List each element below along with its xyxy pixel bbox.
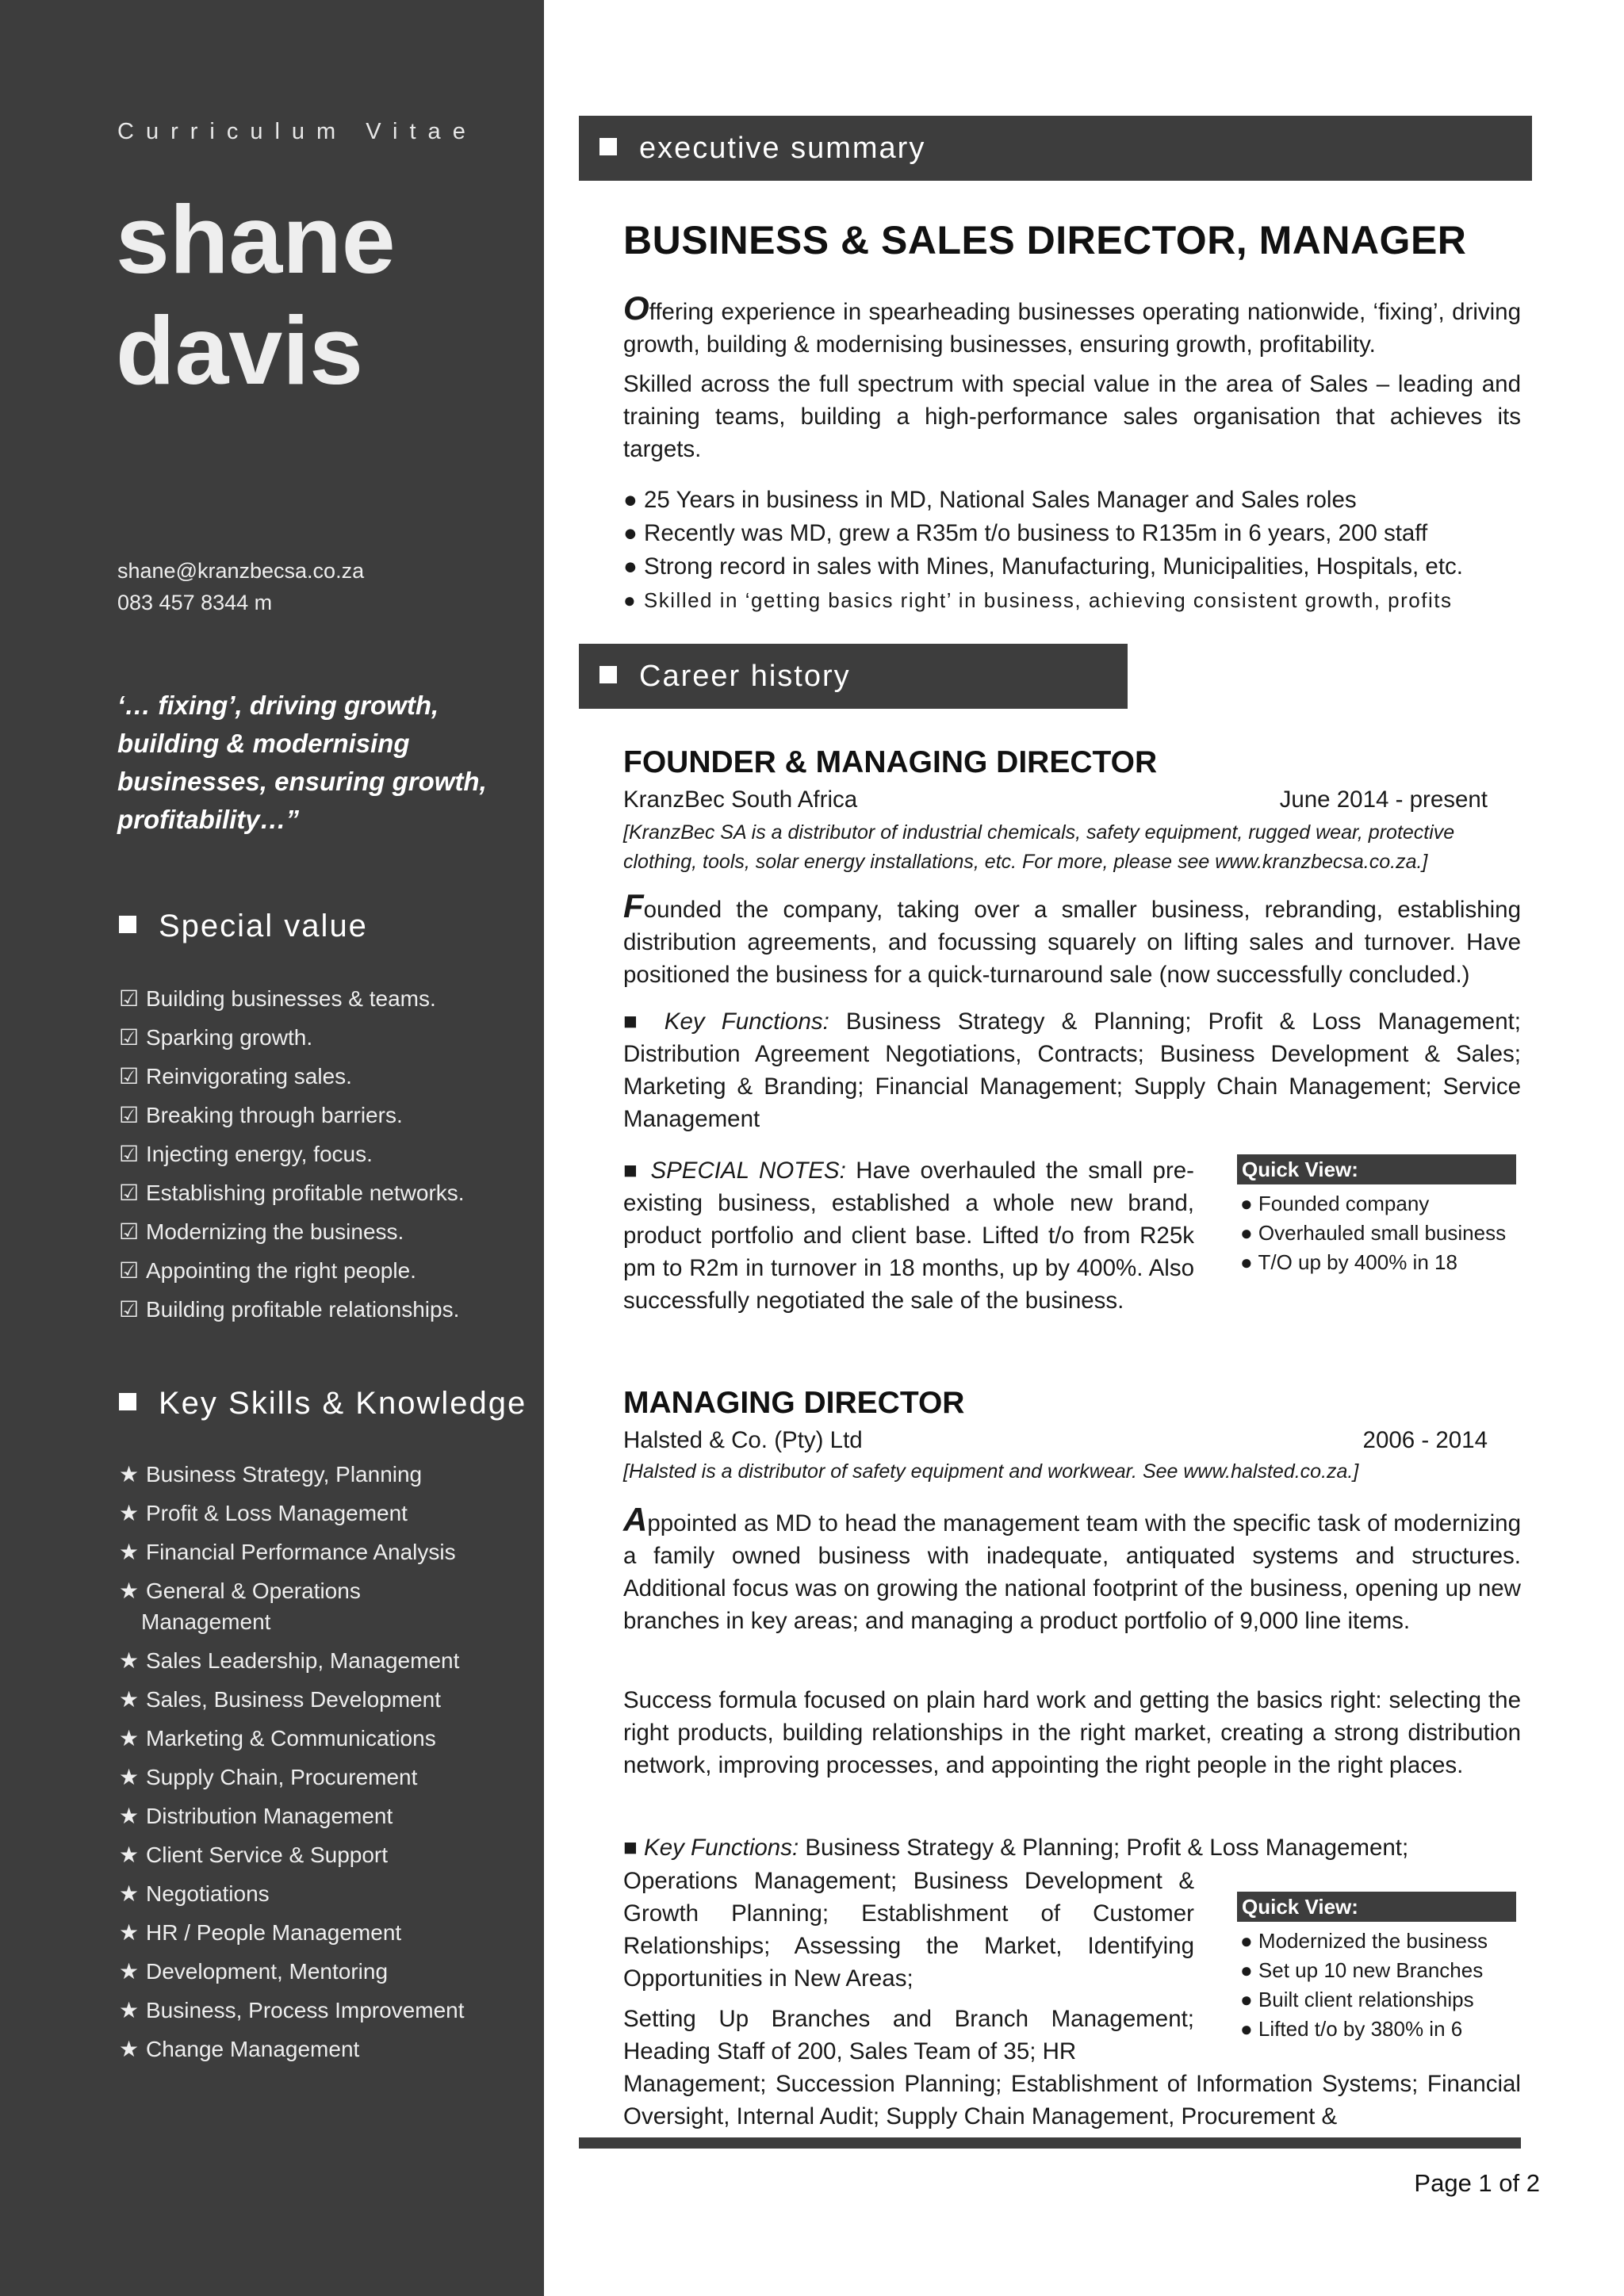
- special-value-item: ☑ Sparking growth.: [119, 1022, 465, 1053]
- job2-title: MANAGING DIRECTOR: [623, 1386, 965, 1420]
- summary-bullet: ● Strong record in sales with Mines, Manufacturing, Municipalities, Hospitals, etc.: [623, 553, 1463, 580]
- job2-key-functions-line: ■ Key Functions: Business Strategy & Planning; Profit & Loss Management;: [623, 1835, 1409, 1861]
- job1-description: [KranzBec SA is a distributor of industrial chemicals, safety equipment, rugged wear, protective clothing, tools, solar energy installations, etc. For more, please see www.kranzbecsa.co.za.]: [623, 821, 1455, 873]
- star-icon: ★: [119, 1648, 140, 1673]
- tagline-quote: ‘… fixing’, driving growth, building & modernising businesses, ensuring growth, profitability…”: [117, 691, 487, 834]
- summary-paragraph-1: Offering experience in spearheading businesses operating nationwide, ‘fixing’, driving growth, building & modernising businesses, ensuring growth, profitability.: [623, 289, 1521, 358]
- job2-key-functions-column-2: Setting Up Branches and Branch Management; Heading Staff of 200, Sales Team of 35; HR: [623, 2006, 1194, 2064]
- skill-item: ★ Supply Chain, Procurement: [119, 1762, 465, 1793]
- job2-dates: 2006 - 2014: [1362, 1427, 1488, 1453]
- last-name: davis: [116, 297, 363, 404]
- star-icon: ★: [119, 1804, 140, 1828]
- summary-bullet: ● Recently was MD, grew a R35m t/o business to R135m in 6 years, 200 staff: [623, 520, 1428, 546]
- checkbox-icon: ☑: [119, 1258, 140, 1283]
- star-icon: ★: [119, 1578, 140, 1603]
- skill-item: ★ General & Operations Management: [119, 1575, 465, 1637]
- phone: 083 457 8344 m: [117, 591, 273, 614]
- star-icon: ★: [119, 1726, 140, 1751]
- summary-bullet: ● Skilled in ‘getting basics right’ in business, achieving consistent growth, profits: [623, 588, 1453, 612]
- special-value-item: ☑ Modernizing the business.: [119, 1216, 465, 1247]
- quick-view-title: Quick View:: [1237, 1154, 1516, 1184]
- quick-view-list: [1237, 1927, 1516, 2044]
- special-value-item: ☑ Reinvigorating sales.: [119, 1061, 465, 1092]
- checkbox-icon: ☑: [119, 1297, 140, 1322]
- quick-view-item: ● Built client relationships: [1240, 1988, 1474, 2011]
- star-icon: ★: [119, 1540, 140, 1564]
- skill-item: ★ Profit & Loss Management: [119, 1498, 465, 1529]
- checkbox-icon: ☑: [119, 1025, 140, 1050]
- special-value-item: ☑ Injecting energy, focus.: [119, 1138, 465, 1169]
- special-value-item: ☑ Appointing the right people.: [119, 1255, 465, 1286]
- skill-item: ★ Distribution Management: [119, 1800, 465, 1831]
- summary-bullet: ● 25 Years in business in MD, National Sales Manager and Sales roles: [623, 487, 1357, 513]
- checkbox-icon: ☑: [119, 1142, 140, 1166]
- skill-item: ★ Marketing & Communications: [119, 1723, 465, 1754]
- star-icon: ★: [119, 1765, 140, 1789]
- quick-view-list: [1237, 1189, 1516, 1277]
- job2-company-row: [623, 1427, 1511, 1454]
- job2-company: Halsted & Co. (Pty) Ltd: [623, 1427, 863, 1453]
- key-skills-heading: Key Skills & Knowledge: [119, 1386, 527, 1422]
- special-value-heading: Special value: [119, 909, 368, 944]
- executive-summary-bar: executive summary: [579, 116, 1532, 181]
- checkbox-icon: ☑: [119, 1064, 140, 1089]
- job2-key-functions-full: Management; Succession Planning; Establishment of Information Systems; Financial Oversight, Internal Audit; Supply Chain Management, Procurement &: [623, 2071, 1521, 2130]
- checkbox-icon: ☑: [119, 1103, 140, 1127]
- star-icon: ★: [119, 1843, 140, 1867]
- career-history-bar: Career history: [579, 644, 1128, 709]
- cv-label: Curriculum Vitae: [117, 119, 477, 144]
- job2-key-functions-column: Operations Management; Business Development & Growth Planning; Establishment of Customer Relationships; Assessing the Market, Identifying Opportunities in New Areas;: [623, 1868, 1194, 1992]
- star-icon: ★: [119, 1501, 140, 1525]
- checkbox-icon: ☑: [119, 986, 140, 1011]
- headline: BUSINESS & SALES DIRECTOR, MANAGER: [623, 218, 1467, 262]
- special-value-item: ☑ Breaking through barriers.: [119, 1100, 465, 1131]
- job2-quick-view: [1237, 1892, 1516, 2044]
- checkbox-icon: ☑: [119, 1219, 140, 1244]
- summary-paragraph-2: Skilled across the full spectrum with special value in the area of Sales – leading and training teams, building a high-performance sales organisation that achieves its targets.: [623, 371, 1521, 462]
- job1-key-functions: ■ Key Functions: Business Strategy & Planning; Profit & Loss Management; Distribution Agreement Negotiations, Contracts; Business Development & Sales; Marketing & Branding; Financial Management; Supply Chain Management; Service Management: [623, 1008, 1521, 1132]
- skill-item: ★ Sales, Business Development: [119, 1684, 465, 1715]
- job1-special-notes: ■ SPECIAL NOTES: Have overhauled the small pre-existing business, established a whole new brand, product portfolio and client base. Lifted t/o from R25k pm to R2m in turnover in 18 months, up by 400%. Also successfully negotiated the sale of the business.: [623, 1158, 1194, 1314]
- skill-item: ★ Business, Process Improvement: [119, 1995, 465, 2026]
- star-icon: ★: [119, 1959, 140, 1984]
- star-icon: ★: [119, 1998, 140, 2022]
- skill-item: ★ Client Service & Support: [119, 1839, 465, 1870]
- job1-company-row: [623, 786, 1511, 813]
- quick-view-item: ● Modernized the business: [1240, 1929, 1488, 1953]
- job1-company: KranzBec South Africa: [623, 786, 858, 813]
- job1-dates: June 2014 - present: [1279, 786, 1488, 813]
- first-name: shane: [116, 186, 396, 293]
- special-value-item: ☑ Building profitable relationships.: [119, 1294, 465, 1325]
- footer-rule: [579, 2137, 1521, 2149]
- skill-item: ★ Development, Mentoring: [119, 1956, 465, 1987]
- star-icon: ★: [119, 1920, 140, 1945]
- skill-item: ★ Business Strategy, Planning: [119, 1459, 465, 1490]
- skill-item: ★ Financial Performance Analysis: [119, 1536, 465, 1567]
- star-icon: ★: [119, 2037, 140, 2061]
- quick-view-title: Quick View:: [1237, 1892, 1516, 1922]
- skill-item: ★ HR / People Management: [119, 1917, 465, 1948]
- special-value-item: ☑ Establishing profitable networks.: [119, 1177, 465, 1208]
- skill-item: ★ Negotiations: [119, 1878, 465, 1909]
- square-bullet-icon: [599, 666, 617, 683]
- quick-view-item: ● T/O up by 400% in 18: [1240, 1250, 1457, 1274]
- star-icon: ★: [119, 1687, 140, 1712]
- square-bullet-icon: [599, 138, 617, 155]
- job1-quick-view: [1237, 1154, 1516, 1277]
- checkbox-icon: ☑: [119, 1181, 140, 1205]
- star-icon: ★: [119, 1462, 140, 1487]
- quick-view-item: ● Set up 10 new Branches: [1240, 1958, 1484, 1982]
- job1-paragraph: Founded the company, taking over a smaller business, rebranding, establishing distribution agreements, and focussing squarely on lifting sales and turnover. Have positioned the business for a quick-turnaround sale (now successfully concluded.): [623, 887, 1521, 988]
- job2-paragraph-2: Success formula focused on plain hard work and getting the basics right: selecting the right products, building relationships in the right market, creating a strong distribution network, improving processes, and appointing the right people in the right places.: [623, 1687, 1521, 1778]
- job2-description: [Halsted is a distributor of safety equipment and workwear. See www.halsted.co.za.]: [623, 1460, 1359, 1483]
- page-number: Page 1 of 2: [1414, 2169, 1540, 2197]
- star-icon: ★: [119, 1881, 140, 1906]
- summary-bullets: [623, 484, 1463, 617]
- quick-view-item: ● Lifted t/o by 380% in 6: [1240, 2017, 1463, 2041]
- quick-view-item: ● Founded company: [1240, 1192, 1430, 1215]
- skill-item: ★ Sales Leadership, Management: [119, 1645, 465, 1676]
- special-value-item: ☑ Building businesses & teams.: [119, 983, 465, 1014]
- job1-title: FOUNDER & MANAGING DIRECTOR: [623, 745, 1158, 779]
- skill-item: ★ Change Management: [119, 2034, 465, 2064]
- quick-view-item: ● Overhauled small business: [1240, 1221, 1507, 1245]
- job2-paragraph-1: Appointed as MD to head the management team with the specific task of modernizing a family owned business with inadequate, antiquated systems and structures. Additional focus was on growing the national footprint of the business, opening up new branches in key areas; and managing a product portfolio of 9,000 line items.: [623, 1501, 1521, 1634]
- email[interactable]: shane@kranzbecsa.co.za: [117, 559, 365, 583]
